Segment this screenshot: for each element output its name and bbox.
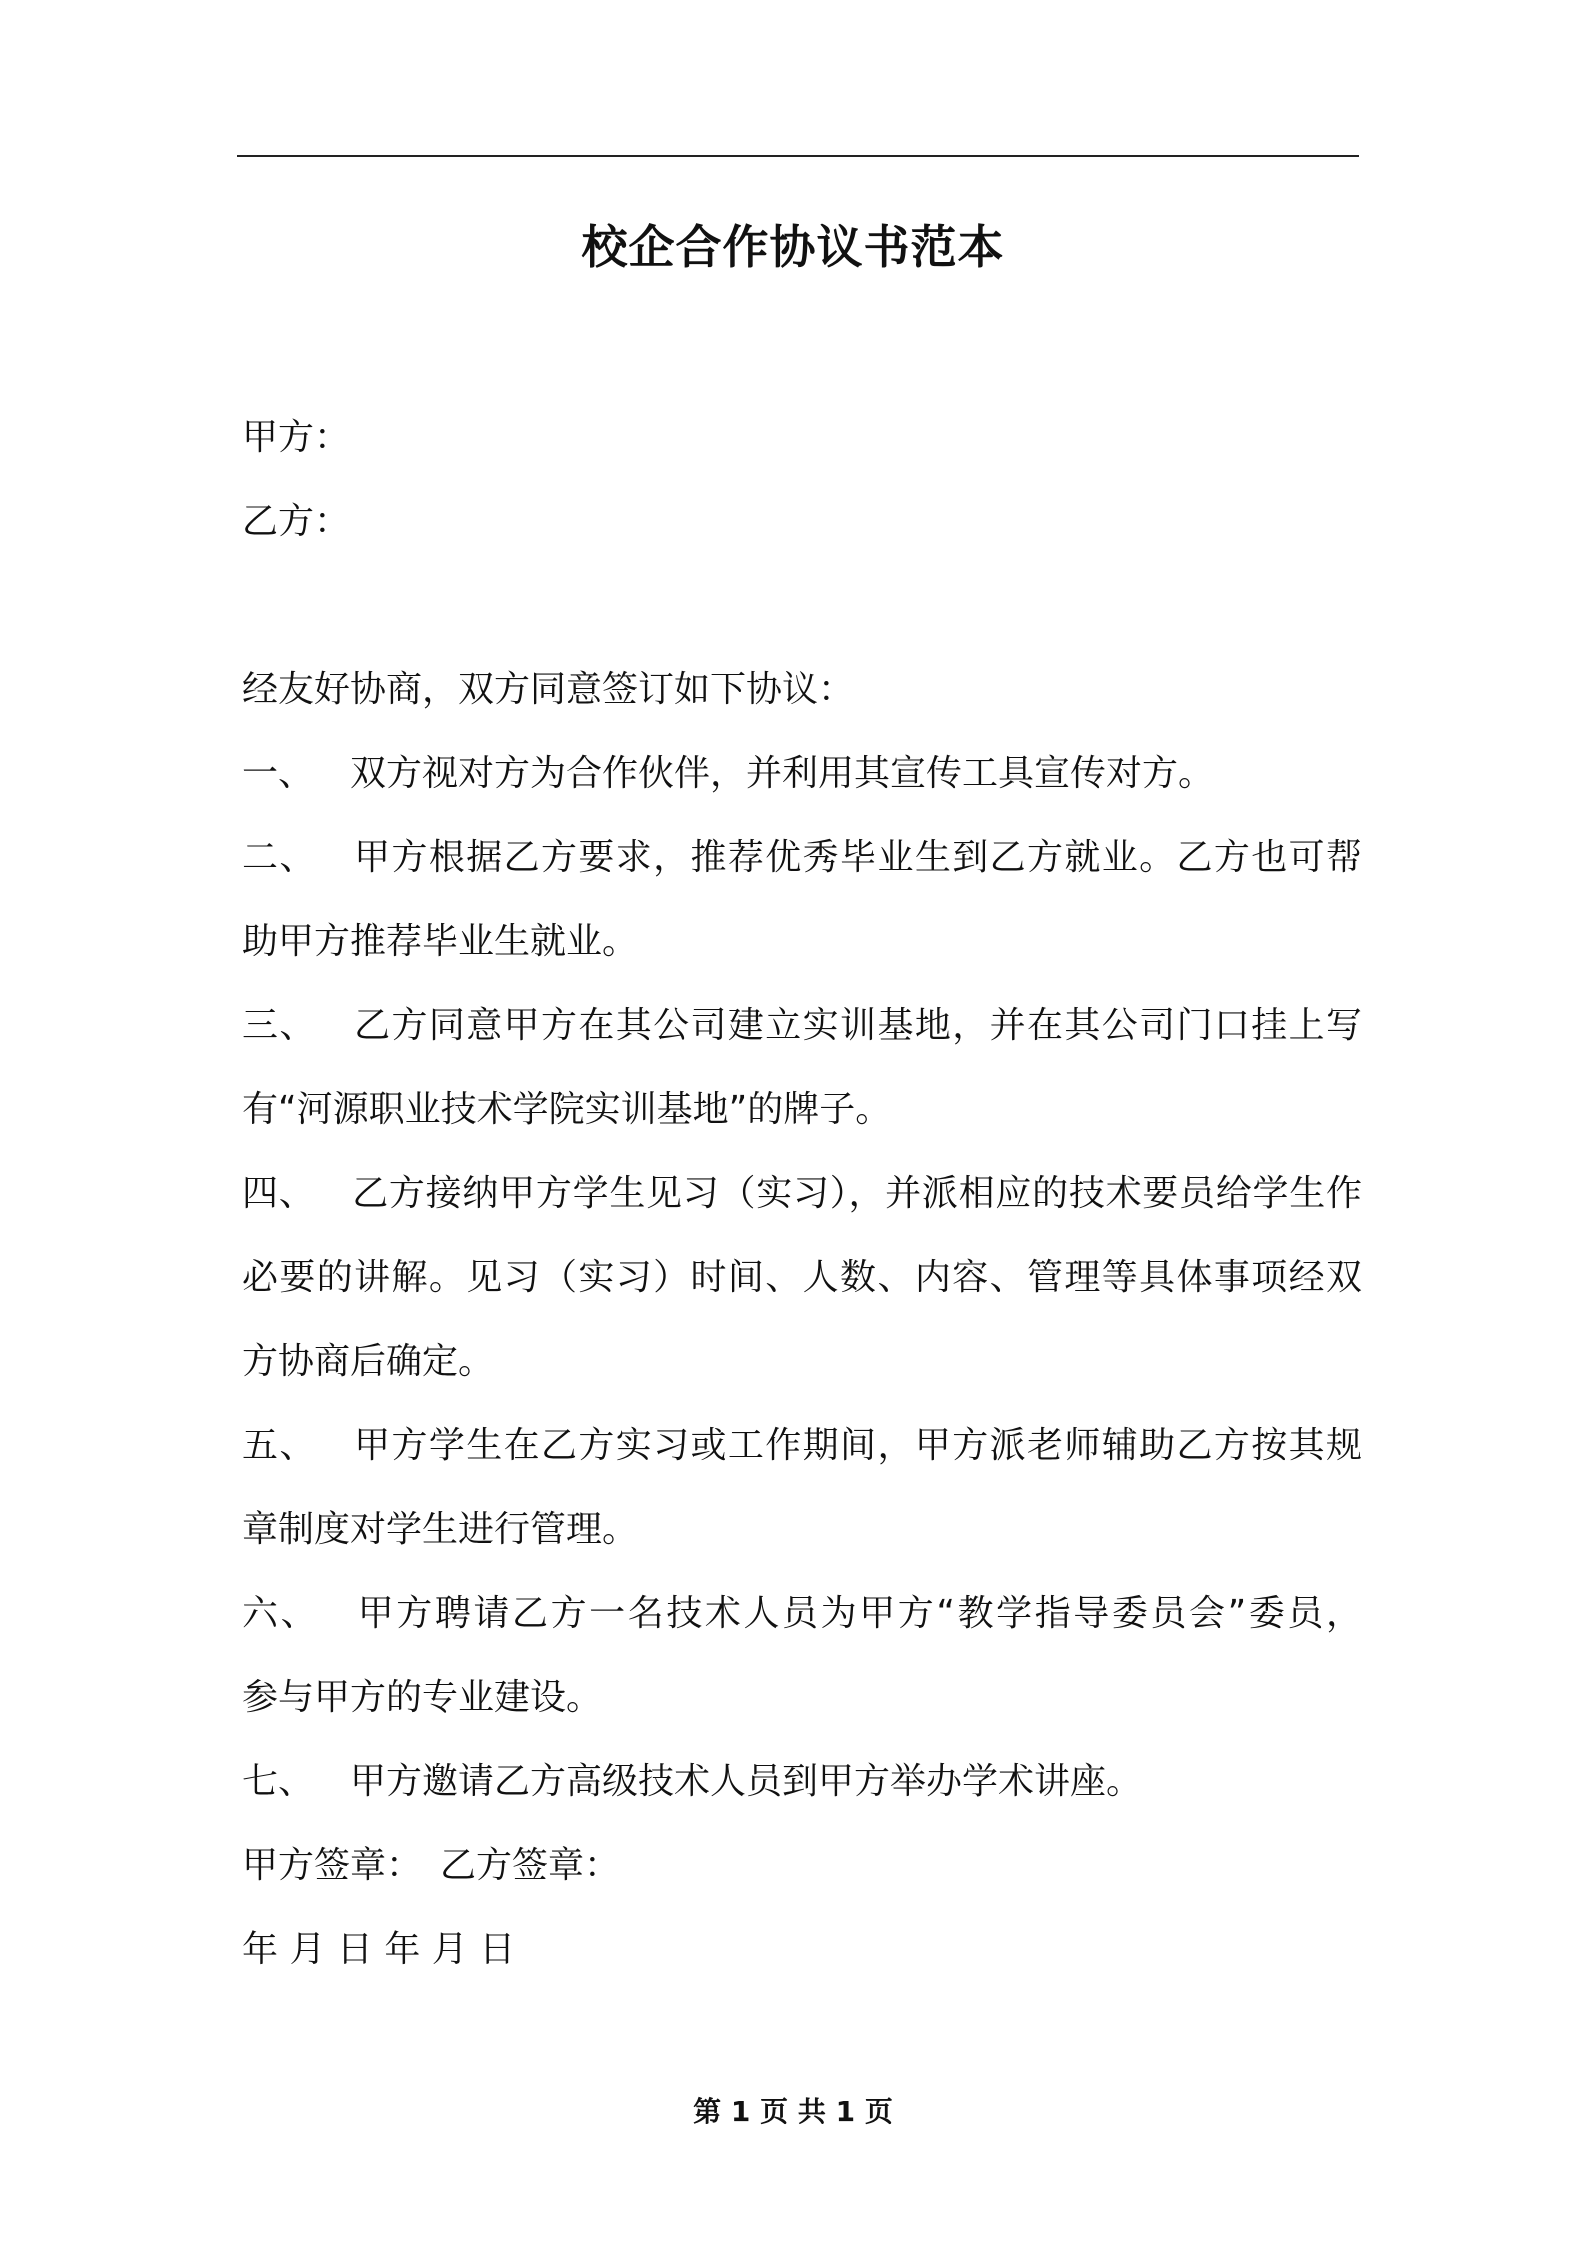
header-rule: [237, 155, 1359, 157]
signature-line: 甲方签章： 乙方签章：: [242, 1845, 621, 1886]
clause-5-line-2: 章制度对学生进行管理。: [242, 1509, 639, 1550]
clause-4-line-3: 方协商后确定。: [242, 1341, 495, 1382]
clause-3-line-1: 乙方同意甲方在其公司建立实训基地，并在其公司门口挂上写: [352, 1005, 1362, 1046]
intro-paragraph: 经友好协商，双方同意签订如下协议：: [242, 669, 855, 710]
clause-3: [242, 984, 1362, 1068]
clause-7-line-1: 甲方邀请乙方高级技术人员到甲方举办学术讲座。: [350, 1761, 1143, 1802]
clause-1: [242, 732, 1362, 816]
clause-6-number: 六、: [242, 1593, 320, 1634]
party-a-label: 甲方：: [242, 417, 351, 458]
document-title: 校企合作协议书范本: [581, 220, 1005, 274]
party-b-label: 乙方：: [242, 501, 351, 542]
clause-1-number: 一、: [242, 753, 315, 794]
clause-4-number: 四、: [242, 1173, 316, 1214]
clause-4-line-1: 乙方接纳甲方学生见习（实习），并派相应的技术要员给学生作: [351, 1173, 1362, 1214]
agreement-body: [242, 648, 1362, 1992]
clause-7: [242, 1740, 1362, 1824]
clause-5-number: 五、: [242, 1425, 317, 1466]
clause-7-number: 七、: [242, 1761, 315, 1802]
clause-2-number: 二、: [242, 837, 317, 878]
clause-5: [242, 1404, 1362, 1488]
clause-6: [242, 1572, 1362, 1656]
clause-2-line-1: 甲方根据乙方要求，推荐优秀毕业生到乙方就业。乙方也可帮: [352, 837, 1362, 878]
clause-4: [242, 1152, 1362, 1236]
clause-3-number: 三、: [242, 1005, 317, 1046]
clause-1-line-1: 双方视对方为合作伙伴，并利用其宣传工具宣传对方。: [350, 753, 1215, 794]
clause-4-line-2: 必要的讲解。见习（实习）时间、人数、内容、管理等具体事项经双: [242, 1257, 1362, 1298]
party-section: [242, 396, 1362, 564]
clause-5-line-1: 甲方学生在乙方实习或工作期间，甲方派老师辅助乙方按其规: [352, 1425, 1362, 1466]
clause-6-line-2: 参与甲方的专业建设。: [242, 1677, 603, 1718]
date-line: 年 月 日 年 月 日: [242, 1929, 516, 1970]
clause-3-line-2: 有“河源职业技术学院实训基地”的牌子。: [242, 1089, 892, 1130]
clause-2-line-2: 助甲方推荐毕业生就业。: [242, 921, 639, 962]
clause-2: [242, 816, 1362, 900]
clause-6-line-1: 甲方聘请乙方一名技术人员为甲方“教学指导委员会”委员，: [355, 1593, 1362, 1634]
page-footer: 第 1 页 共 1 页: [693, 2095, 893, 2128]
